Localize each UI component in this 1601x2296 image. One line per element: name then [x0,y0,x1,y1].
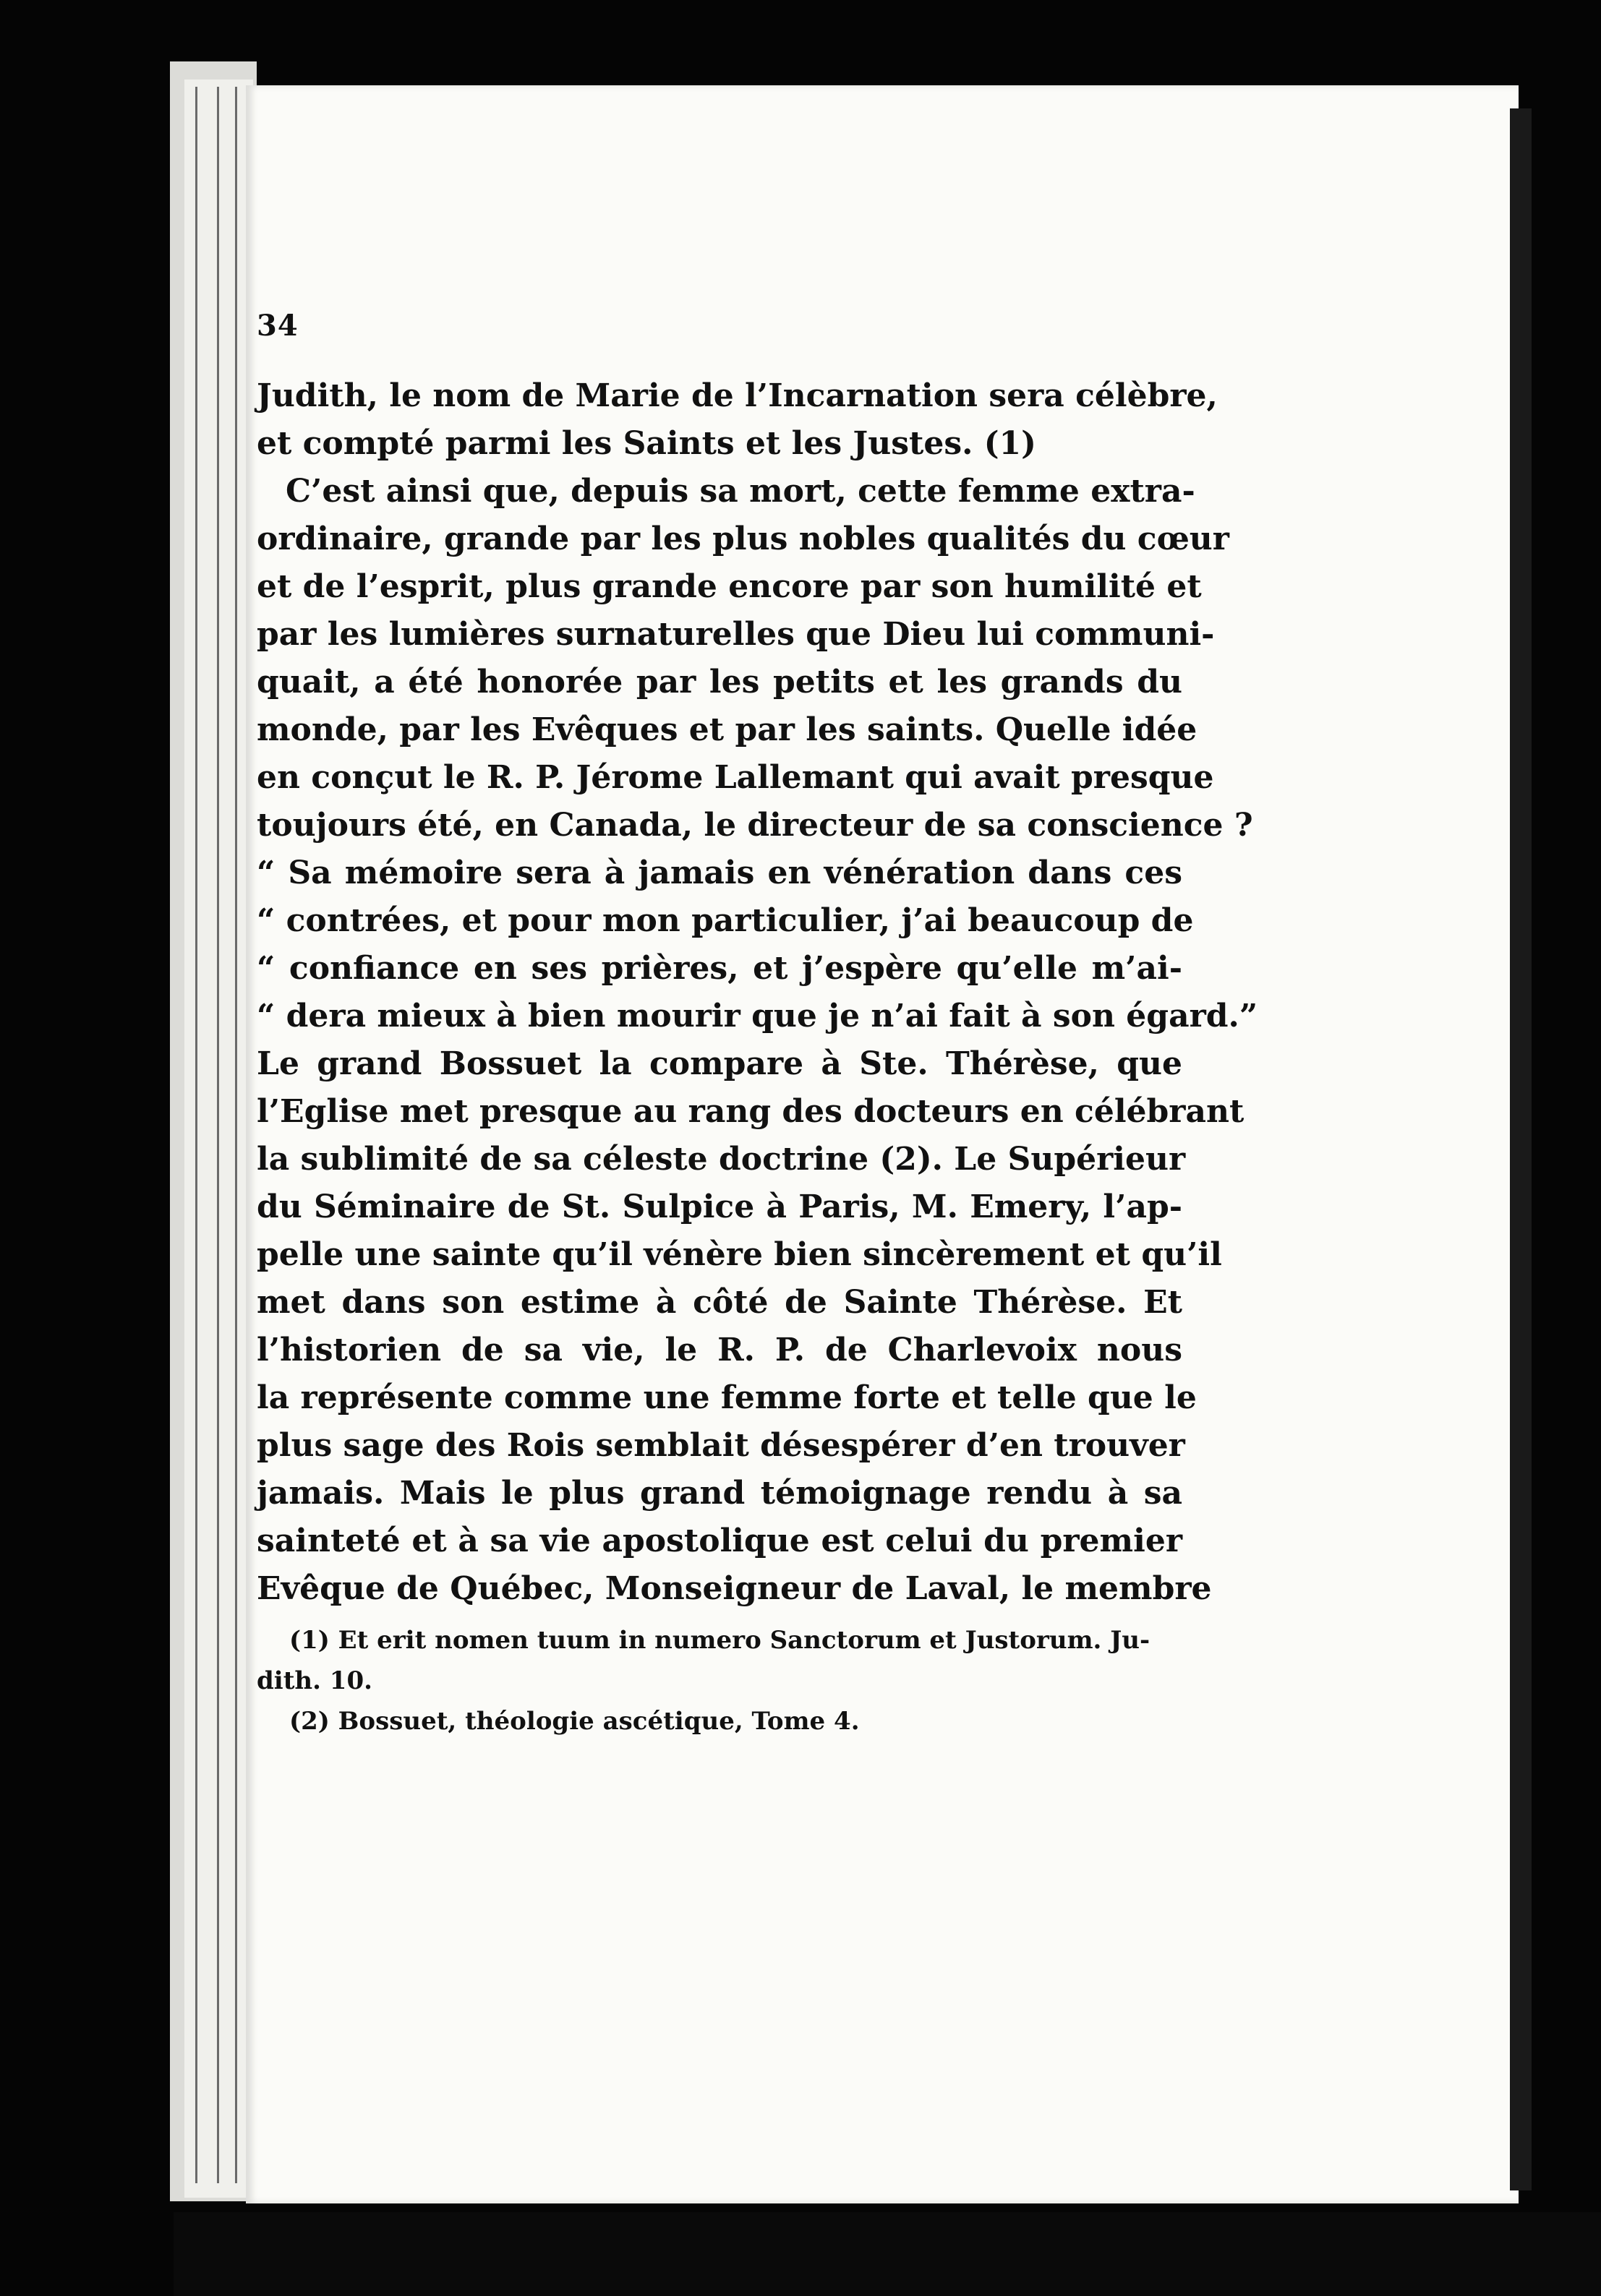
text-line: pelle une sainte qu’il vénère bien sincèrement et qu’il [257,1236,1222,1273]
bottom-dark-strip [174,2212,1601,2296]
text-line: en conçut le R. P. Jérome Lallemant qui avait presque [257,759,1214,796]
text-line: la représente comme une femme forte et telle que le [257,1379,1197,1416]
text-line: l’Eglise met presque au rang des docteurs en célébrant [257,1093,1244,1130]
text-line: Judith, le nom de Marie de l’Incarnation sera célèbre, [257,377,1218,414]
footnote-text: (1) Et erit nomen tuum in numero Sanctorum et Justorum. Ju- [289,1626,1150,1655]
text-line: met dans son estime à côté de Sainte Thérèse. Et [257,1284,1182,1321]
text-line: et compté parmi les Saints et les Justes. (1) [257,425,1036,462]
text-line: monde, par les Evêques et par les saints. Quelle idée [257,711,1197,748]
text-line: et de l’esprit, plus grande encore par son humilité et [257,568,1202,605]
text-line: “ Sa mémoire sera à jamais en vénération dans ces [257,854,1182,891]
text-line: “ contrées, et pour mon particulier, j’ai beaucoup de [257,902,1194,939]
text-line: Evêque de Québec, Monseigneur de Laval, le membre [257,1570,1212,1607]
footnote-1 [257,1623,1182,1658]
text-line: C’est ainsi que, depuis sa mort, cette femme extra- [286,473,1195,510]
right-page-edge [1510,108,1532,2190]
text-line: la sublimité de sa céleste doctrine (2). Le Supérieur [257,1141,1186,1178]
text-line: par les lumières surnaturelles que Dieu lui communi- [257,616,1215,653]
text-line: sainteté et à sa vie apostolique est celui du premier [257,1522,1182,1559]
text-line: l’historien de sa vie, le R. P. de Charlevoix nous [257,1332,1182,1368]
page-edge-line [235,87,237,2183]
footnote-1-continued: dith. 10. [257,1666,372,1695]
text-line: “ confiance en ses prières, et j’espère qu’elle m’ai- [257,950,1182,987]
text-line: Le grand Bossuet la compare à Ste. Thérèse, que [257,1045,1182,1082]
footnote-text: (2) Bossuet, théologie ascétique, Tome 4. [289,1707,860,1736]
text-line: ordinaire, grande par les plus nobles qualités du cœur [257,521,1229,557]
page-edge-line [195,87,197,2183]
text-line: du Séminaire de St. Sulpice à Paris, M. Emery, l’ap- [257,1188,1182,1225]
text-line: toujours été, en Canada, le directeur de sa conscience ? [257,807,1253,844]
text-line: jamais. Mais le plus grand témoignage rendu à sa [257,1475,1182,1512]
text-line: “ dera mieux à bien mourir que je n’ai fait à son égard.” [257,998,1258,1035]
text-line: quait, a été honorée par les petits et les grands du [257,664,1182,701]
text-line: plus sage des Rois semblait désespérer d’en trouver [257,1427,1185,1464]
page-edge-line [217,87,219,2183]
footnote-2 [257,1704,1182,1739]
page-number: 34 [257,309,299,343]
